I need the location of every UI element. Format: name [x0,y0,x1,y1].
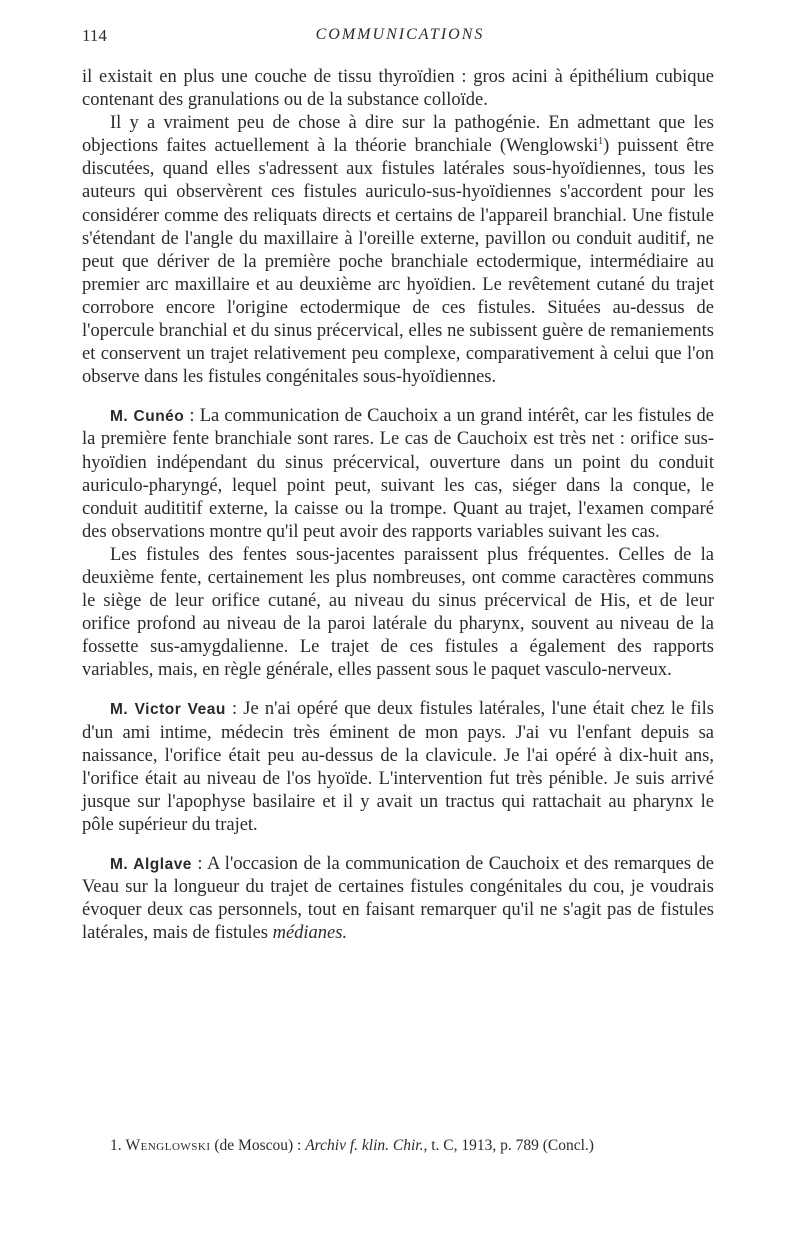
speaker-veau: M. Victor Veau [110,701,226,719]
speaker-cuneo: M. Cunéo [110,408,185,426]
footnote-text-a: (de Moscou) : [210,1137,306,1154]
page-number: 114 [82,26,107,45]
footnote-text-b: , t. C, 1913, p. 789 (Concl.) [423,1137,594,1154]
paragraph-5-text: : Je n'ai opéré que deux fistules latérales, l'une était chez le fils d'un ami intime, médecin très éminent de mon pays. J'ai vu l'enfant depuis sa naissance, l'orifice était peu au-dessus de la clavicule. Je l'ai opéré à dix-huit ans, l'orifice était au niveau de l'os hyoïde. L'intervention fut très pénible. Je suis arrivé jusque sur l'apophyse basilaire et il y avait un tractus qui rattachait au pharynx le pôle supérieur du trajet. [82,699,714,835]
paragraph-2-text-b: ) puissent être discutées, quand elles s'adressent aux fistules latérales sous-hyoïdiennes, tous les auteurs qui observèrent ces fistules auriculo-sus-hyoïdiennes s'accordent pour les considérer comme des reliquats directs et certains de l'appareil branchial. Une fistule s'étendant de l'angle du maxillaire à l'oreille externe, pavillon ou conduit auditif, ne peut que dériver de la première poche branchiale ectodermique, intermédiaire au premier arc maxillaire et au deuxième arc hyoïdien. Le revêtement cutané du trajet corrobore encore l'origine ectodermique de ces fistules. Situées au-dessus de l'opercule branchial et du sinus précervical, elles ne subissent guère de remaniements et conservent un trajet relativement peu complexe, comparativement à celui que l'on observe dans les fistules congénitales sous-hyoïdiennes. [82,136,714,388]
paragraph-1 [82,66,714,112]
paragraph-4 [82,544,714,683]
paragraph-3 [82,405,714,544]
paragraph-6 [82,853,714,945]
paragraph-3-text: : La communication de Cauchoix a un grand intérêt, car les fistules de la première fente branchiale sont rares. Le cas de Cauchoix est très net : orifice sus-hyoïdien indépendant du sinus précervical, ouverture dans un point du conduit auriculo-pharyngé, lequel point peut, suivant les cas, siéger dans la conque, le conduit audititif externe, la caisse ou la trompe. Quant au trajet, l'examen comparé des observations montre qu'il peut avoir des rapports variables suivant les cas. [82,406,714,542]
paragraph-6-italic: médianes. [272,923,348,944]
paragraph-5 [82,698,714,837]
speaker-alglave: M. Alglave [110,856,192,873]
footnote-author: Wenglowski [125,1137,211,1154]
footnote-number: 1. [110,1137,122,1154]
footnote-reference[interactable]: 1 [598,136,604,148]
running-title: COMMUNICATIONS [315,26,485,43]
paragraph-2 [82,112,714,389]
paragraph-6-text: : A l'occasion de la communication de Cauchoix et des remarques de Veau sur la longueur du trajet de certaines fistules congénitales du cou, je voudrais évoquer deux cas personnels, tout en faisant remarquer qu'il ne s'agit pas de fistules latérales, mais de fistules [82,854,714,944]
paragraph-2-text-a: Il y a vraiment peu de chose à dire sur la pathogénie. En admettant que les objections faites actuellement à la théorie branchiale (Wenglowski [82,113,714,157]
footnote [110,1136,720,1156]
paragraph-4-text: Les fistules des fentes sous-jacentes paraissent plus fréquentes. Celles de la deuxième fente, certainement les plus nombreuses, ont comme caractères communs le siège de leur orifice cutané, au niveau du sinus précervical de His, et de leur orifice profond au niveau de la paroi latérale du pharynx, souvent au niveau de la fossette sus-amygdalienne. Le trajet de ces fistules a également des rapports variables, mais, en règle générale, elles passent sous le paquet vasculo-nerveux. [82,544,714,681]
footnote-journal: Archiv f. klin. Chir. [305,1137,424,1154]
running-head [82,26,718,50]
paragraph-1-text: il existait en plus une couche de tissu thyroïdien : gros acini à épithélium cubique contenant des granulations ou de la substance colloïde. [82,67,714,111]
body-text [82,66,714,945]
